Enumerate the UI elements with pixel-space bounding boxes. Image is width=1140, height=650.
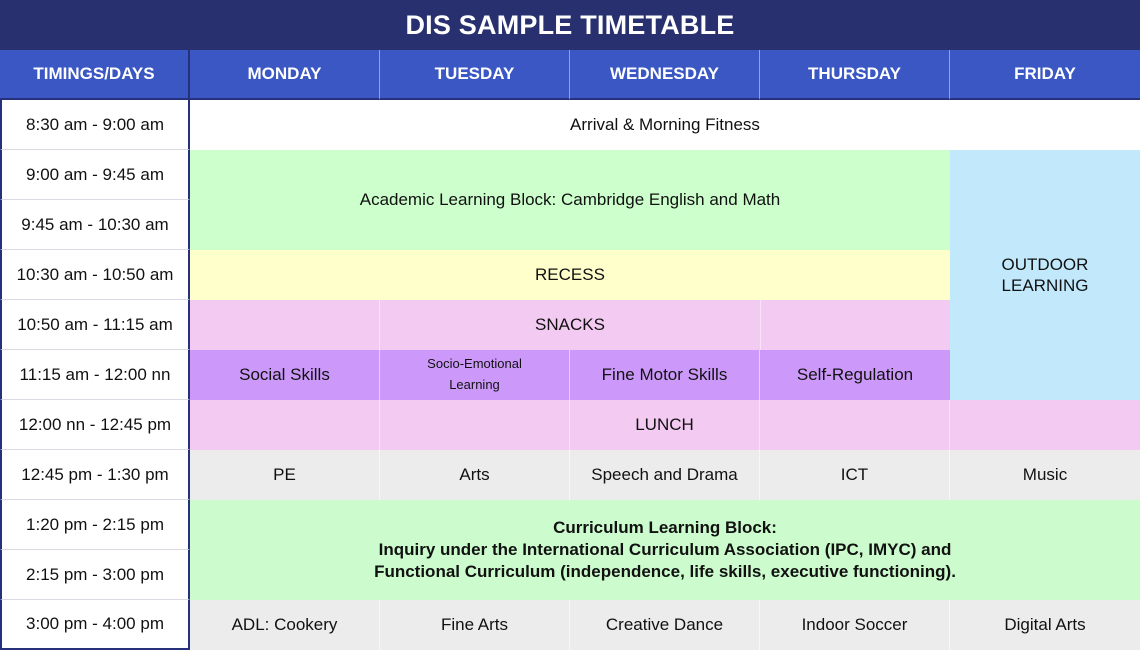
timing-cell: 11:15 am - 12:00 nn [0,350,190,400]
timing-cell: 9:00 am - 9:45 am [0,150,190,200]
header-thursday: THURSDAY [760,50,950,100]
arrival-block: Arrival & Morning Fitness [190,100,1140,150]
lunch-cell-friday [950,400,1140,450]
special-monday: PE [190,450,380,500]
header-wednesday: WEDNESDAY [570,50,760,100]
page-title: DIS SAMPLE TIMETABLE [0,0,1140,50]
curriculum-block [190,500,1140,600]
curriculum-heading: Curriculum Learning Block: [553,518,777,537]
timing-cell: 10:50 am - 11:15 am [0,300,190,350]
activity-monday: ADL: Cookery [190,600,380,650]
timing-cell: 9:45 am - 10:30 am [0,200,190,250]
timing-cell: 1:20 pm - 2:15 pm [0,500,190,550]
lunch-block: LUNCH [570,400,760,450]
activity-friday: Digital Arts [950,600,1140,650]
timing-cell: 2:15 pm - 3:00 pm [0,550,190,600]
lunch-cell-thursday [760,400,950,450]
timing-cell: 12:45 pm - 1:30 pm [0,450,190,500]
activity-thursday: Indoor Soccer [760,600,950,650]
skill-socio-emotional-label: Socio-Emotional Learning [427,356,522,392]
special-tuesday: Arts [380,450,570,500]
timing-cell: 10:30 am - 10:50 am [0,250,190,300]
header-friday: FRIDAY [950,50,1140,100]
skill-self-regulation: Self-Regulation [760,350,950,400]
timing-cell: 8:30 am - 9:00 am [0,100,190,150]
header-monday: MONDAY [190,50,380,100]
skill-social: Social Skills [190,350,380,400]
lunch-cell-tuesday [380,400,570,450]
curriculum-line: Functional Curriculum (independence, life skills, executive functioning). [374,562,956,581]
timetable-grid [0,50,1140,650]
recess-block: RECESS [190,250,950,300]
curriculum-line: Inquiry under the International Curriculum Association (IPC, IMYC) and [378,540,952,559]
timing-cell: 12:00 nn - 12:45 pm [0,400,190,450]
skill-socio-emotional [380,350,570,400]
academic-block: Academic Learning Block: Cambridge English and Math [190,150,950,250]
snacks-label: SNACKS [535,315,605,335]
activity-tuesday: Fine Arts [380,600,570,650]
special-wednesday: Speech and Drama [570,450,760,500]
header-tuesday: TUESDAY [380,50,570,100]
outdoor-learning-label: OUTDOOR LEARNING [1001,254,1089,295]
lunch-cell-monday [190,400,380,450]
timing-cell: 3:00 pm - 4:00 pm [0,600,190,650]
header-timings: TIMINGS/DAYS [0,50,190,100]
snacks-divider [760,300,950,350]
skill-fine-motor: Fine Motor Skills [570,350,760,400]
special-thursday: ICT [760,450,950,500]
special-friday: Music [950,450,1140,500]
snacks-cell-monday [190,300,380,350]
outdoor-learning-block [950,150,1140,400]
activity-wednesday: Creative Dance [570,600,760,650]
